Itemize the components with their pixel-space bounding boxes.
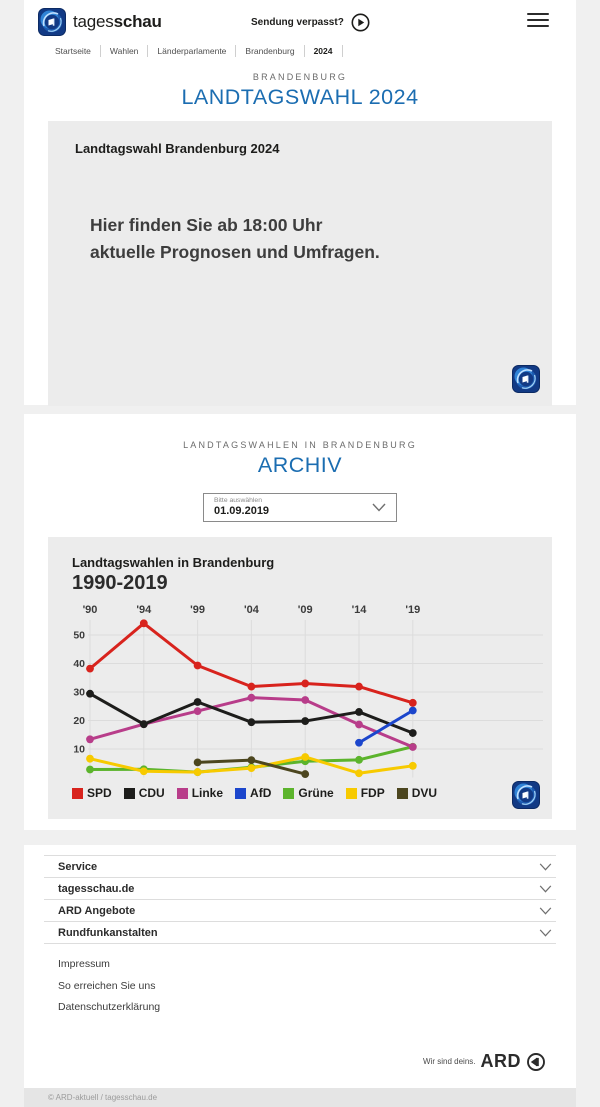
- legend-label: Grüne: [298, 786, 334, 800]
- chart-xtick-14: '14: [351, 604, 367, 616]
- legend-item-cdu: [124, 786, 165, 800]
- chart-point-linke: [248, 694, 256, 702]
- play-icon[interactable]: [351, 13, 370, 32]
- chart-point-cdu: [355, 708, 363, 716]
- promo-box: [48, 121, 552, 406]
- legend-label: Linke: [191, 786, 224, 800]
- chart-xtick-90: '90: [82, 604, 98, 616]
- chart-point-dvu: [248, 756, 256, 764]
- chart-point-fdp: [194, 768, 202, 776]
- ard-wordmark: ARD: [480, 1051, 521, 1071]
- legend-label: FDP: [360, 786, 385, 800]
- chart-point-dvu: [301, 770, 309, 778]
- tagesschau-globe-icon: [512, 781, 540, 809]
- legend-label: SPD: [87, 786, 112, 800]
- chart-point-linke: [86, 735, 94, 743]
- chevron-down-icon: [539, 885, 552, 893]
- footer-accordion: [44, 855, 556, 944]
- chart-ytick-30: 30: [73, 686, 85, 699]
- chart-point-linke: [194, 707, 202, 715]
- chart-point-fdp: [409, 762, 417, 770]
- legend-label: AfD: [250, 786, 272, 800]
- ard-claim: Wir sind deins.: [423, 1057, 476, 1066]
- accordion-row-rundfunkanstalten[interactable]: [44, 922, 556, 944]
- chart-point-cdu: [194, 698, 202, 706]
- chart-point-spd: [409, 699, 417, 707]
- chart-subtitle: 1990-2019: [72, 572, 168, 594]
- dropdown-selected-value: 01.09.2019: [214, 505, 270, 517]
- chart-ytick-40: 40: [73, 658, 85, 670]
- chart-point-cdu: [86, 690, 94, 698]
- tagesschau-globe-icon: [512, 781, 540, 809]
- ard-one-icon: [526, 1052, 546, 1072]
- accordion-label: Rundfunkanstalten: [58, 926, 158, 939]
- chart-point-spd: [248, 683, 256, 691]
- chart-point-grüne: [355, 756, 363, 764]
- accordion-label: tagesschau.de: [58, 882, 135, 895]
- chart-xtick-09: '09: [297, 604, 313, 616]
- accordion-row-service[interactable]: [44, 856, 556, 878]
- chart-title: Landtagswahlen in Brandenburg: [72, 555, 275, 570]
- chart-point-cdu: [301, 717, 309, 725]
- legend-label: CDU: [138, 786, 165, 800]
- ard-branding: [423, 1051, 546, 1072]
- legend-swatch-afd: [235, 788, 246, 799]
- footer-card: [24, 845, 576, 1088]
- footer-link-impressum[interactable]: Impressum: [58, 958, 110, 970]
- chart-ytick-20: 20: [73, 715, 85, 727]
- archive-kicker: LANDTAGSWAHLEN IN BRANDENBURG: [183, 440, 417, 450]
- chart-point-linke: [301, 696, 309, 704]
- breadcrumb-item-länderparlamente[interactable]: Länderparlamente: [157, 46, 227, 56]
- chart-point-spd: [355, 683, 363, 691]
- legend-item-linke: [177, 786, 223, 800]
- legend-item-dvu: [397, 786, 437, 800]
- legend-item-fdp: [346, 786, 385, 800]
- chart-point-fdp: [248, 764, 256, 772]
- chart-point-cdu: [248, 718, 256, 726]
- legend-swatch-cdu: [124, 788, 135, 799]
- chart-point-cdu: [409, 729, 417, 737]
- chart-point-linke: [355, 721, 363, 729]
- breadcrumb-item-wahlen[interactable]: Wahlen: [109, 46, 139, 56]
- archive-title: ARCHIV: [257, 453, 343, 477]
- chart-point-fdp: [86, 755, 94, 763]
- legend-item-grüne: [283, 786, 333, 800]
- accordion-label: ARD Angebote: [58, 904, 136, 917]
- footer-link-so-erreichen-sie-uns[interactable]: So erreichen Sie uns: [58, 979, 156, 992]
- legend-item-spd: [72, 786, 112, 800]
- chart-point-spd: [140, 619, 148, 627]
- hamburger-icon[interactable]: [527, 13, 549, 27]
- promo-text: Hier finden Sie ab 18:00 Uhr aktuelle Prognosen und Umfragen.: [90, 215, 380, 262]
- chart-xtick-19: '19: [405, 604, 421, 616]
- hero-kicker: BRANDENBURG: [252, 72, 348, 82]
- accordion-label: Service: [58, 860, 98, 873]
- breadcrumb-separator: [342, 45, 343, 57]
- chart-legend: [72, 786, 528, 800]
- archive-date-dropdown[interactable]: [203, 493, 397, 522]
- chart-ytick-50: 50: [73, 629, 85, 642]
- chart-xtick-04: '04: [243, 604, 259, 616]
- chart-ytick-10: 10: [73, 743, 85, 756]
- page-title: LANDTAGSWAHL 2024: [181, 85, 419, 109]
- top-card: [24, 0, 576, 405]
- breadcrumb: [24, 42, 576, 60]
- sendung-verpasst-label: Sendung verpasst?: [251, 17, 344, 28]
- chevron-down-icon: [372, 503, 386, 512]
- chart-xtick-99: '99: [190, 604, 206, 616]
- breadcrumb-item-2024[interactable]: 2024: [313, 46, 333, 56]
- chart-point-spd: [301, 680, 309, 688]
- tagesschau-globe-icon: [38, 8, 66, 36]
- chart-point-fdp: [301, 753, 309, 761]
- accordion-row-ard-angebote[interactable]: [44, 900, 556, 922]
- legend-swatch-linke: [177, 788, 188, 799]
- tagesschau-globe-icon: [512, 365, 540, 393]
- archive-card: [24, 414, 576, 830]
- tagesschau-globe-icon: [512, 365, 540, 393]
- dropdown-label: Bitte auswählen: [214, 497, 262, 504]
- chart-point-dvu: [194, 758, 202, 766]
- footer-link-datenschutzerklärung[interactable]: Datenschutzerklärung: [58, 1001, 161, 1013]
- chart-point-spd: [86, 665, 94, 673]
- archive-chart-box: [48, 537, 552, 819]
- legend-swatch-dvu: [397, 788, 408, 799]
- copyright-bar: © ARD-aktuell / tagesschau.de: [24, 1088, 576, 1107]
- chart-xtick-94: '94: [136, 604, 152, 616]
- tagesschau-globe-icon: [38, 8, 66, 36]
- legend-label: DVU: [411, 786, 438, 800]
- legend-swatch-spd: [72, 788, 83, 799]
- legend-item-afd: [235, 786, 271, 800]
- chart-point-linke: [409, 743, 417, 751]
- chart-point-cdu: [140, 720, 148, 728]
- legend-swatch-grüne: [283, 788, 294, 799]
- tagesschau-home-link[interactable]: [38, 8, 162, 36]
- promo-heading: Landtagswahl Brandenburg 2024: [75, 141, 280, 156]
- breadcrumb-item-brandenburg[interactable]: Brandenburg: [245, 46, 295, 56]
- chevron-down-icon: [539, 929, 552, 937]
- chart-point-fdp: [355, 769, 363, 777]
- chart-point-grüne: [86, 766, 94, 774]
- breadcrumb-item-startseite[interactable]: Startseite: [55, 46, 91, 56]
- tagesschau-wordmark: tagesschau: [73, 12, 162, 31]
- legend-swatch-fdp: [346, 788, 357, 799]
- chart-point-spd: [194, 662, 202, 670]
- accordion-row-tagesschau-de[interactable]: [44, 878, 556, 900]
- chevron-down-icon: [539, 907, 552, 915]
- chart-point-afd: [355, 739, 363, 747]
- sendung-verpasst-button[interactable]: [251, 13, 370, 32]
- chevron-down-icon: [539, 863, 552, 871]
- footer-links: [58, 954, 576, 1019]
- archive-chart-svg: [72, 600, 576, 786]
- chart-point-afd: [409, 707, 417, 715]
- chart-point-fdp: [140, 767, 148, 775]
- site-header: [24, 0, 576, 40]
